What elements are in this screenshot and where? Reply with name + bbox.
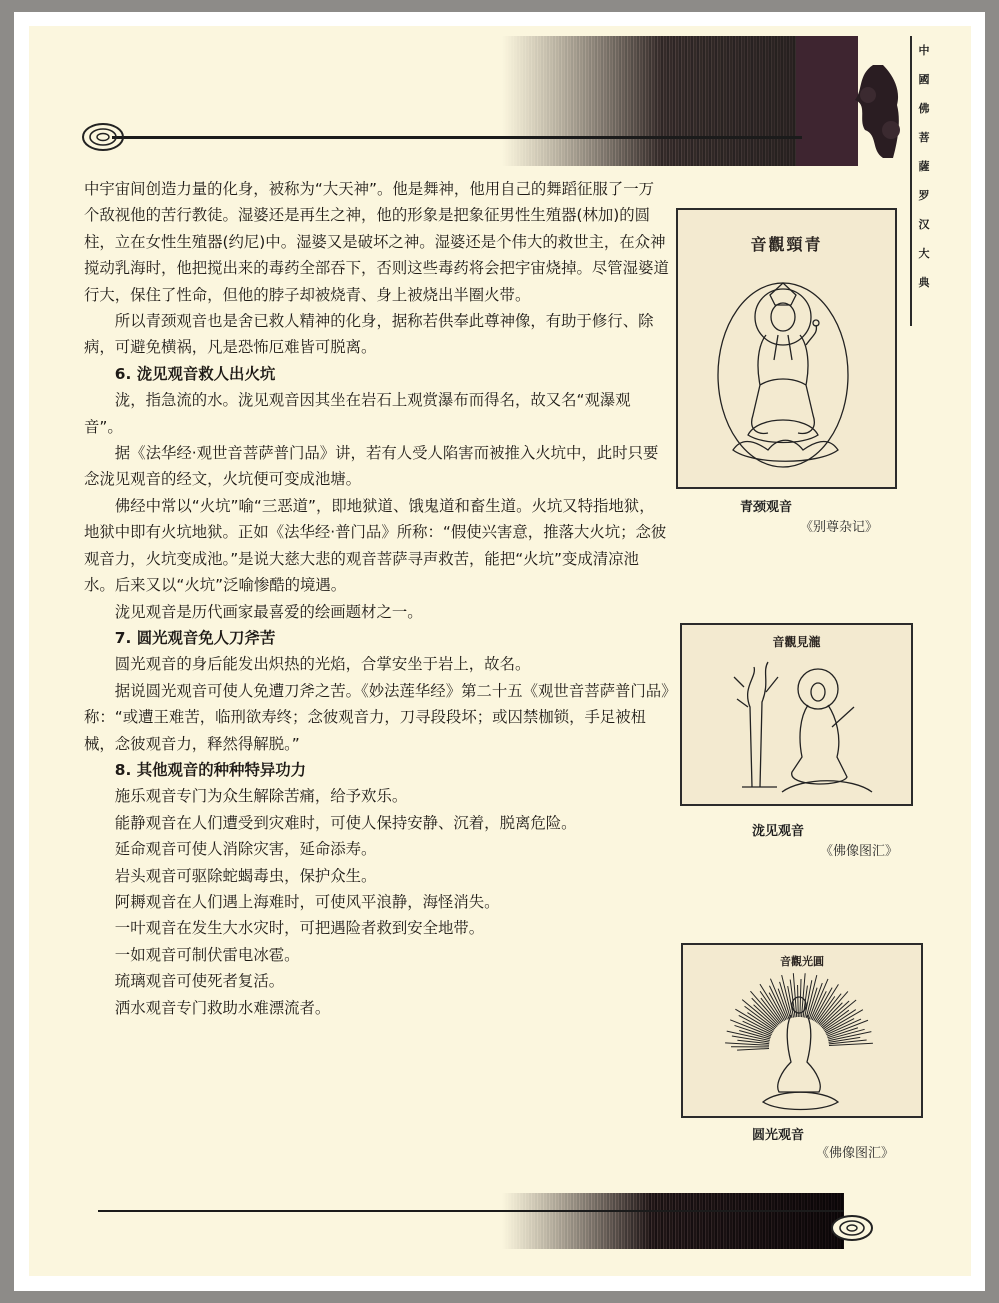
figure-qingjing-guanyin xyxy=(676,208,897,489)
figure-caption: 泷见观音 xyxy=(752,824,805,839)
bottom-band-fade xyxy=(502,1193,652,1249)
list-item: 一叶观音在发生大水灾时，可把遇险者救到安全地带。 xyxy=(114,919,485,938)
pine-tree-ornament xyxy=(853,60,903,160)
figure-source: 《别尊杂记》 xyxy=(800,520,879,535)
paragraph: 所以青颈观音也是舍已救人精神的化身，据称若供奉此尊神像，有助于修行、除病，可避免横祸，凡是恐怖厄难皆可脱离。 xyxy=(84,312,654,357)
book-title-vertical xyxy=(914,36,934,297)
title-char: 菩 xyxy=(918,131,930,144)
figure-title: 音觀光圓 xyxy=(780,955,824,968)
guanyin-waterfall-illustration xyxy=(682,647,911,807)
list-item: 岩头观音可驱除蛇蝎毒虫，保护众生。 xyxy=(114,866,377,885)
paragraph: 泷见观音是历代画家最喜爱的绘画题材之一。 xyxy=(114,602,423,621)
cloud-ornament-right xyxy=(828,1212,876,1244)
figure-caption: 圆光观音 xyxy=(752,1128,805,1143)
section-heading: 7. 圆光观音免人刀斧苦 xyxy=(114,628,276,647)
title-char: 佛 xyxy=(918,102,930,115)
title-char: 汉 xyxy=(918,218,930,231)
figure-title: 音觀頸青 xyxy=(750,235,823,254)
halo-ray xyxy=(737,1048,769,1050)
figure-source: 《佛像图汇》 xyxy=(816,1146,895,1161)
top-band-fade xyxy=(502,36,662,166)
paragraph: 中宇宙间创造力量的化身，被称为“大天神”。他是舞神，他用自己的舞蹈征服了一万个敌视他的苦行教徒。湿婆还是再生之神，他的形象是把象征男性生殖器(林加)的圆柱，立在女性生殖器(约尼)中。湿婆又是破坏之神。湿婆还是个伟大的救世主，在众神搅动乳海时，他把搅出来的毒药全部吞下，否则这些毒药将会把宇宙烧掉。尽管湿婆道行大，保住了性命，但他的脖子却被烧青、身上被烧出半圈火带。 xyxy=(84,180,669,304)
paragraph: 泷，指急流的水。泷见观音因其坐在岩石上观赏瀑布而得名，故又名“观瀑观音”。 xyxy=(84,391,631,436)
bottom-rule xyxy=(98,1210,844,1212)
title-char: 大 xyxy=(918,247,930,260)
title-char: 中 xyxy=(918,44,930,57)
section-heading: 6. 泷见观音救人出火坑 xyxy=(114,364,276,383)
cloud-ornament-left xyxy=(80,120,126,154)
title-char: 罗 xyxy=(918,189,930,202)
top-dark-block xyxy=(796,36,858,166)
title-char: 薩 xyxy=(918,160,930,173)
list-item: 一如观音可制伏雷电冰雹。 xyxy=(114,945,300,964)
guanyin-seated-lotus-illustration xyxy=(678,265,895,485)
title-char: 國 xyxy=(918,73,930,86)
paragraph: 施乐观音专门为众生解除苦痛，给予欢乐。 xyxy=(114,787,408,806)
paragraph: 圆光观音的身后能发出炽热的光焰，合掌安坐于岩上，故名。 xyxy=(114,655,531,674)
figure-source: 《佛像图汇》 xyxy=(820,844,899,859)
paragraph: 佛经中常以“火坑”喻“三恶道”，即地狱道、饿鬼道和畜生道。火坑又特指地狱，地狱中即有火坑地狱。正如《法华经·普门品》所称：“假使兴害意，推落大火坑；念彼观音力，火坑变成池。”是说大慈大悲的观音菩萨寻声救苦，能把“火坑”变成清凉池水。后来又以“火坑”泛喻惨酷的境遇。 xyxy=(84,496,667,595)
paragraph: 据说圆光观音可使人免遭刀斧之苦。《妙法莲华经》第二十五《观世音菩萨普门品》称：“或遭王难苦，临刑欲寿终；念彼观音力，刀寻段段坏；或囚禁枷锁，手足被杻械，念彼观音力，释然得解脱。” xyxy=(84,681,669,753)
title-char: 典 xyxy=(918,276,930,289)
list-item: 琉璃观音可使死者复活。 xyxy=(114,972,285,991)
list-item: 阿耨观音在人们遇上海难时，可使风平浪静，海怪消失。 xyxy=(114,892,500,911)
paragraph: 据《法华经·观世音菩萨普门品》讲，若有人受人陷害而被推入火坑中，此时只要念泷见观音的经文，火坑便可变成池塘。 xyxy=(84,444,659,489)
guanyin-radiant-halo-illustration xyxy=(683,967,921,1117)
paragraph: 能静观音在人们遭受到灾难时，可使人保持安静、沉着，脱离危险。 xyxy=(114,813,577,832)
top-rule xyxy=(112,136,802,139)
figure-caption: 青颈观音 xyxy=(740,500,793,515)
body-text xyxy=(84,176,669,1021)
section-heading: 8. 其他观音的种种特异功力 xyxy=(114,760,307,779)
halo-ray xyxy=(737,1040,769,1044)
side-rule xyxy=(910,36,912,326)
figure-title: 音觀見瀧 xyxy=(772,635,821,649)
figure-yuanguang-guanyin xyxy=(681,943,923,1118)
list-item: 延命观音可使人消除灾害，延命添寿。 xyxy=(114,840,377,859)
list-item: 洒水观音专门救助水难漂流者。 xyxy=(114,998,331,1017)
figure-longjian-guanyin xyxy=(680,623,913,806)
halo-ray xyxy=(800,979,801,1017)
halo-ray xyxy=(829,1040,867,1044)
